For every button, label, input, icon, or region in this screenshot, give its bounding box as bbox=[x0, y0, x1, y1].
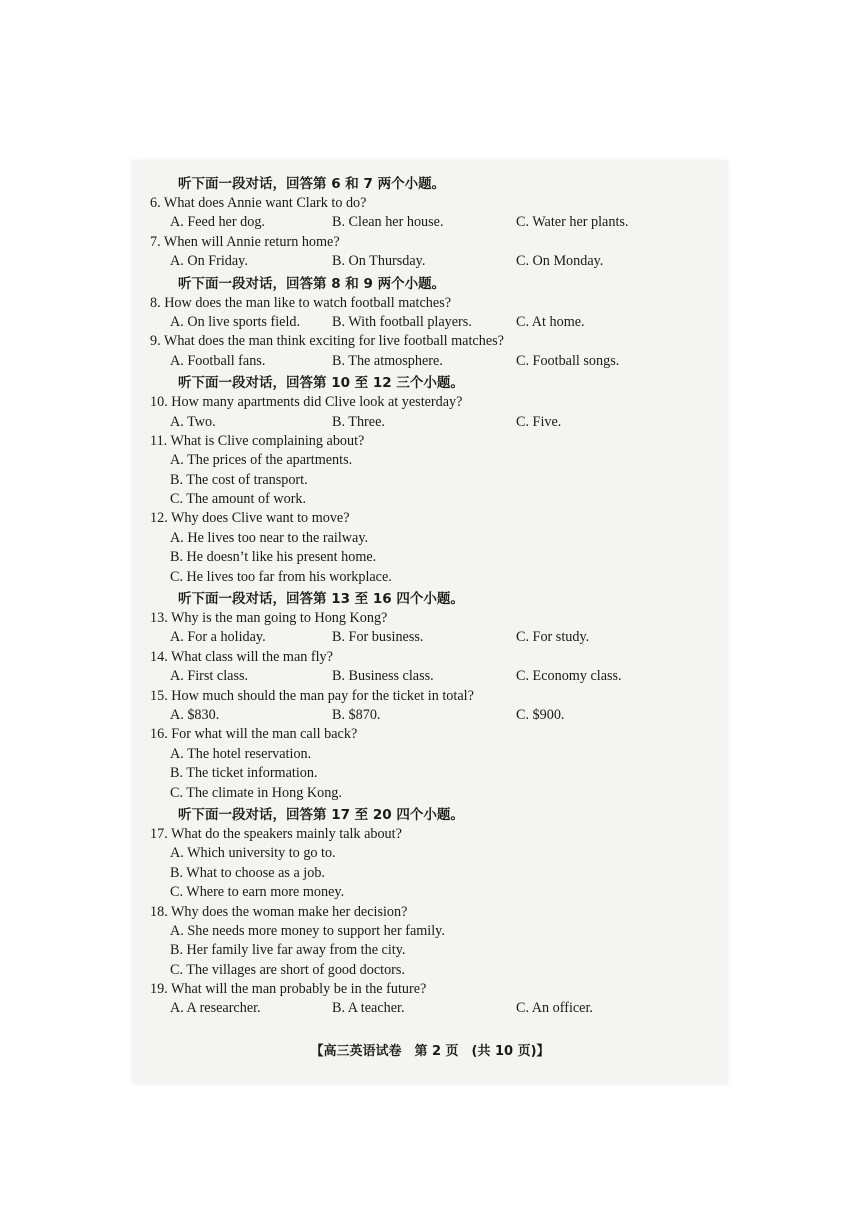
options-row bbox=[150, 999, 710, 1018]
answer-option: A. She needs more money to support her family. bbox=[170, 922, 445, 939]
answer-option: B. For business. bbox=[332, 629, 424, 646]
question-stem: 19. What will the man probably be in the future? bbox=[150, 981, 427, 998]
options-row bbox=[150, 667, 710, 686]
question-stem: 13. Why is the man going to Hong Kong? bbox=[150, 610, 388, 627]
answer-option: C. Football songs. bbox=[516, 352, 620, 369]
answer-option: A. He lives too near to the railway. bbox=[170, 529, 369, 546]
answer-option: A. First class. bbox=[170, 668, 249, 685]
answer-option: B. Business class. bbox=[332, 668, 434, 685]
answer-option: B. With football players. bbox=[332, 313, 472, 330]
options-row bbox=[150, 213, 710, 232]
answer-option: A. The prices of the apartments. bbox=[170, 452, 353, 469]
answer-option: C. At home. bbox=[516, 313, 585, 330]
answer-option: C. On Monday. bbox=[516, 253, 604, 270]
answer-option: C. Economy class. bbox=[516, 668, 622, 685]
section-instruction: 听下面一段对话，回答第 17 至 20 四个小题。 bbox=[178, 806, 464, 823]
answer-option: C. Where to earn more money. bbox=[170, 884, 345, 901]
answer-option: A. Football fans. bbox=[170, 352, 266, 369]
options-row bbox=[150, 413, 710, 432]
answer-option: A. For a holiday. bbox=[170, 629, 266, 646]
section-instruction: 听下面一段对话，回答第 13 至 16 四个小题。 bbox=[178, 591, 464, 608]
answer-option: C. For study. bbox=[516, 629, 590, 646]
answer-option: B. Her family live far away from the city. bbox=[170, 942, 406, 959]
options-row bbox=[150, 352, 710, 371]
options-row bbox=[150, 313, 710, 332]
answer-option: A. On live sports field. bbox=[170, 313, 301, 330]
question-stem: 7. When will Annie return home? bbox=[150, 233, 340, 250]
question-stem: 8. How does the man like to watch football matches? bbox=[150, 294, 452, 311]
answer-option: B. What to choose as a job. bbox=[170, 864, 325, 881]
answer-option: C. The amount of work. bbox=[170, 491, 307, 508]
answer-option: A. A researcher. bbox=[170, 1000, 261, 1017]
answer-option: C. The villages are short of good doctors. bbox=[170, 961, 405, 978]
question-stem: 17. What do the speakers mainly talk about? bbox=[150, 825, 402, 842]
question-stem: 12. Why does Clive want to move? bbox=[150, 510, 350, 527]
answer-option: A. Feed her dog. bbox=[170, 214, 265, 231]
answer-option: C. The climate in Hong Kong. bbox=[170, 784, 342, 801]
answer-option: B. $870. bbox=[332, 706, 381, 723]
question-stem: 9. What does the man think exciting for live football matches? bbox=[150, 333, 504, 350]
answer-option: B. On Thursday. bbox=[332, 253, 426, 270]
answer-option: B. He doesn’t like his present home. bbox=[170, 549, 377, 566]
answer-option: C. He lives too far from his workplace. bbox=[170, 568, 392, 585]
section-instruction: 听下面一段对话，回答第 10 至 12 三个小题。 bbox=[178, 375, 464, 392]
section-instruction: 听下面一段对话，回答第 8 和 9 两个小题。 bbox=[178, 275, 446, 292]
question-stem: 15. How much should the man pay for the ticket in total? bbox=[150, 687, 474, 704]
answer-option: A. $830. bbox=[170, 706, 220, 723]
page-footer: 【高三英语试卷 第 2 页 (共 10 页)】 bbox=[310, 1044, 550, 1059]
question-stem: 11. What is Clive complaining about? bbox=[150, 432, 365, 449]
question-stem: 18. Why does the woman make her decision? bbox=[150, 903, 408, 920]
question-stem: 10. How many apartments did Clive look at yesterday? bbox=[150, 394, 463, 411]
answer-option: A. Which university to go to. bbox=[170, 845, 336, 862]
options-row bbox=[150, 252, 710, 271]
options-row bbox=[150, 628, 710, 647]
answer-option: B. The atmosphere. bbox=[332, 352, 443, 369]
answer-option: C. $900. bbox=[516, 706, 565, 723]
answer-option: B. A teacher. bbox=[332, 1000, 405, 1017]
answer-option: A. On Friday. bbox=[170, 253, 248, 270]
answer-option: B. Clean her house. bbox=[332, 214, 444, 231]
answer-option: C. An officer. bbox=[516, 1000, 593, 1017]
question-stem: 14. What class will the man fly? bbox=[150, 648, 333, 665]
question-stem: 16. For what will the man call back? bbox=[150, 726, 358, 743]
question-stem: 6. What does Annie want Clark to do? bbox=[150, 195, 367, 211]
answer-option: C. Five. bbox=[516, 413, 562, 430]
section-instruction: 听下面一段对话，回答第 6 和 7 两个小题。 bbox=[178, 176, 446, 192]
answer-option: B. Three. bbox=[332, 413, 385, 430]
options-row bbox=[150, 706, 710, 725]
answer-option: A. The hotel reservation. bbox=[170, 745, 312, 762]
exam-content bbox=[150, 172, 710, 1019]
answer-option: A. Two. bbox=[170, 413, 216, 430]
answer-option: C. Water her plants. bbox=[516, 214, 629, 231]
answer-option: B. The cost of transport. bbox=[170, 471, 308, 488]
answer-option: B. The ticket information. bbox=[170, 765, 318, 782]
